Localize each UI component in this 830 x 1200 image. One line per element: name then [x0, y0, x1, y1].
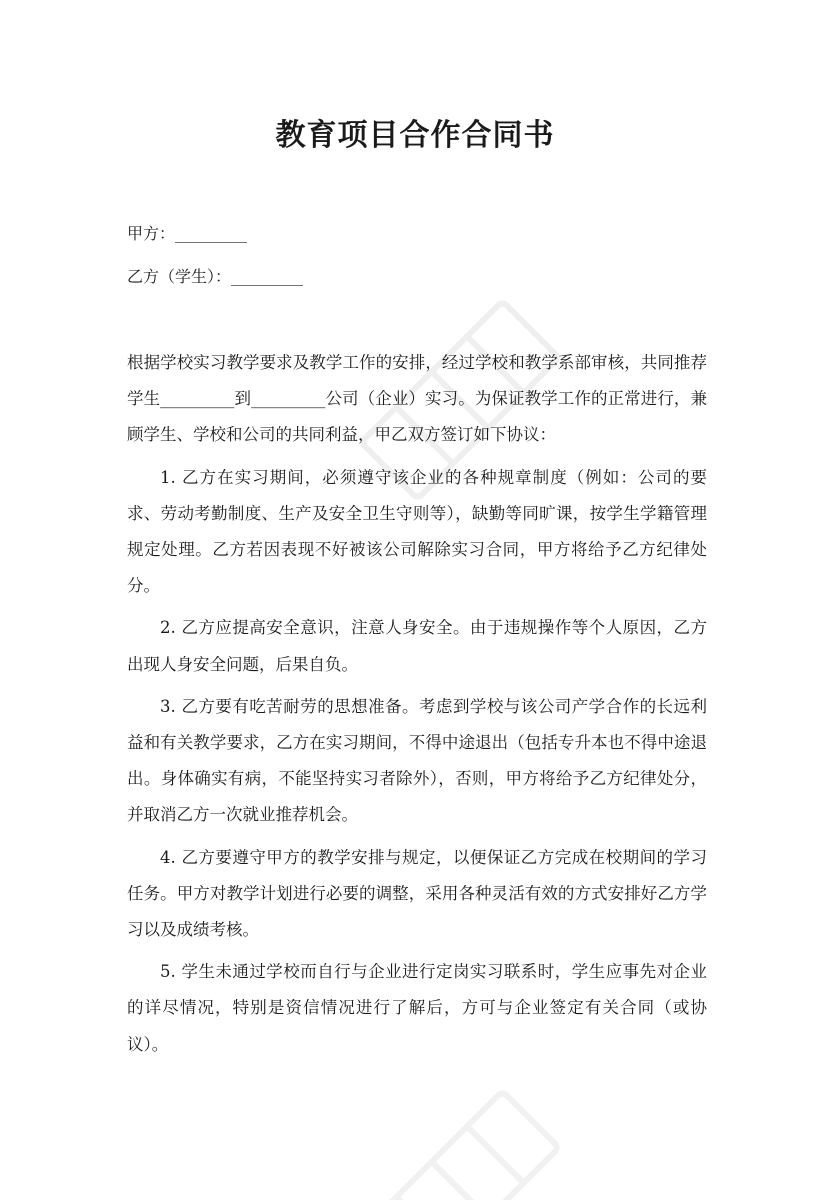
clause-2: 2. 乙方应提高安全意识，注意人身安全。由于违规操作等个人原因，乙方出现人身安全问题，后果自负。	[127, 618, 707, 674]
document-title: 教育项目合作合同书	[275, 118, 555, 153]
clause-3: 3. 乙方要有吃苦耐劳的思想准备。考虑到学校与该公司产学合作的长远利益和有关教学要求，乙方在实习期间，不得中途退出（包括专升本也不得中途退出。身体确实有病，不能坚持实习者除外），否则，甲方将给予乙方纪律处分，并取消乙方一次就业推荐机会。	[127, 696, 707, 825]
clause-1: 1. 乙方在实习期间，必须遵守该企业的各种规章制度（例如：公司的要求、劳动考勤制度、生产及安全卫生守则等），缺勤等同旷课，按学生学籍管理规定处理。乙方若因表现不好被该公司解除实习合同，甲方将给予乙方纪律处分。	[127, 467, 707, 596]
contract-body	[127, 345, 707, 1069]
clause-4: 4. 乙方要遵守甲方的教学安排与规定，以便保证乙方完成在校期间的学习任务。甲方对教学计划进行必要的调整，采用各种灵活有效的方式安排好乙方学习以及成绩考核。	[127, 847, 707, 940]
clause-5: 5. 学生未通过学校而自行与企业进行定岗实习联系时，学生应事先对企业的详尽情况，特别是资信情况进行了解后，方可与企业签定有关合同（或协议）。	[127, 962, 707, 1054]
party-a-line: 甲方：_________	[127, 224, 248, 243]
party-b-line: 乙方（学生）：_________	[127, 267, 304, 286]
watermark-icon-bottom	[330, 1060, 590, 1200]
intro-paragraph: 根据学校实习教学要求及教学工作的安排，经过学校和教学系部审核，共同推荐学生_________到_________公司（企业）实习。为保证教学工作的正常进行，兼顾学生、学校和公司的共同利益，甲乙双方签订如下协议：	[127, 353, 707, 445]
